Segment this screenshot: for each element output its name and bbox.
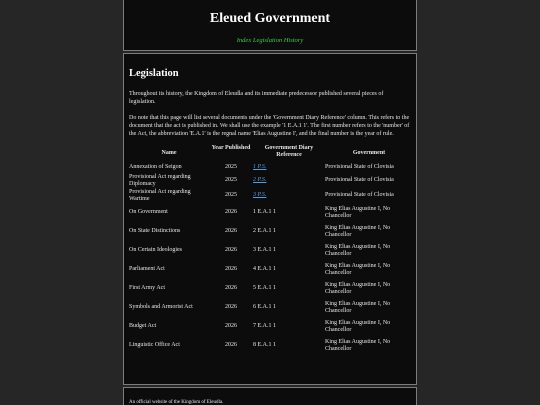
cell-year: 2026 xyxy=(225,247,237,253)
cell-reference: 2 E.A.1 1 xyxy=(253,228,276,234)
header-year: Year Published xyxy=(211,145,251,151)
cell-name: First Army Act xyxy=(129,285,166,291)
cell-name: Linguistic Office Act xyxy=(129,342,180,348)
cell-reference: 5 E.A.1 1 xyxy=(253,285,276,291)
table-row xyxy=(129,162,413,173)
cell-year: 2025 xyxy=(225,164,237,170)
main-content xyxy=(123,53,417,385)
cell-reference: 8 E.A.1 1 xyxy=(253,342,276,348)
cell-reference xyxy=(253,162,325,173)
cell-year: 2025 xyxy=(225,177,237,183)
cell-reference: 3 E.A.1 1 xyxy=(253,247,276,253)
cell-government: Provisional State of Clovisia xyxy=(325,177,394,183)
footer-text: An official website of the Kingdom of Eleudla. xyxy=(129,400,224,405)
cell-name: Annexation of Seigon xyxy=(129,164,182,170)
cell-year: 2025 xyxy=(225,192,237,198)
cell-year: 2026 xyxy=(225,285,237,291)
header-name: Name xyxy=(161,150,177,156)
table-row xyxy=(129,298,413,317)
page-heading: Legislation xyxy=(129,68,179,79)
cell-government: Provisional State of Clovisia xyxy=(325,192,394,198)
cell-name: Parliament Act xyxy=(129,266,165,272)
cell-government: King Elias Augustine I, No Chancellor xyxy=(325,281,391,295)
cell-government: King Elias Augustine I, No Chancellor xyxy=(325,262,391,276)
page-container xyxy=(123,0,417,405)
cell-government: King Elias Augustine I, No Chancellor xyxy=(325,319,391,333)
table-row xyxy=(129,173,413,188)
cell-name: Provisional Act regarding Wartime xyxy=(129,188,191,202)
cell-year: 2026 xyxy=(225,342,237,348)
table-row xyxy=(129,222,413,241)
table-row xyxy=(129,317,413,336)
intro-paragraph: Throughout its history, the Kingdom of Eleudla and its immediate predecessor published several pieces of legislation. xyxy=(129,91,384,105)
table-body xyxy=(129,162,413,355)
header-government: Government xyxy=(352,150,386,156)
reference-link[interactable]: 1 P.S. xyxy=(253,164,267,170)
cell-name: On Certain Ideologies xyxy=(129,247,182,253)
cell-reference: 6 E.A.1 1 xyxy=(253,304,276,310)
nav-link-index-legislation-history[interactable]: Index Legislation History xyxy=(236,37,304,44)
note-paragraph: Do note that this page will list several documents under the 'Government Diary Reference' column. This refers to the document that the act is published in. We shall use the example '1 E.A.1 1'. The first number refers to the 'number' of the Act, the abbreviation 'E.A.1' is the regnal name 'Elias Augustine I', and the final number is the year of rule. xyxy=(129,115,410,137)
cell-name: Provisional Act regarding Diplomacy xyxy=(129,173,191,187)
cell-government: Provisional State of Clovisia xyxy=(325,164,394,170)
header-reference: Government Diary Reference xyxy=(264,145,314,158)
cell-year: 2026 xyxy=(225,323,237,329)
cell-name: Budget Act xyxy=(129,323,157,329)
cell-government: King Elias Augustine I, No Chancellor xyxy=(325,243,391,257)
cell-government: King Elias Augustine I, No Chancellor xyxy=(325,224,391,238)
cell-name: On State Distinctions xyxy=(129,228,181,234)
cell-name: Symbols and Armorist Act xyxy=(129,304,193,310)
cell-reference xyxy=(253,188,325,203)
table-row xyxy=(129,241,413,260)
table-row xyxy=(129,188,413,203)
cell-year: 2026 xyxy=(225,266,237,272)
table-header-row xyxy=(129,145,413,162)
legislation-table xyxy=(129,145,413,355)
table-row xyxy=(129,203,413,222)
table-row xyxy=(129,260,413,279)
reference-link[interactable]: 2 P.S. xyxy=(253,177,267,183)
cell-name: On Government xyxy=(129,209,168,215)
cell-reference: 4 E.A.1 1 xyxy=(253,266,276,272)
cell-year: 2026 xyxy=(225,304,237,310)
cell-government: King Elias Augustine I, No Chancellor xyxy=(325,300,391,314)
cell-reference xyxy=(253,173,325,188)
cell-year: 2026 xyxy=(225,228,237,234)
site-header xyxy=(123,0,417,51)
cell-government: King Elias Augustine I, No Chancellor xyxy=(325,205,391,219)
table-row xyxy=(129,279,413,298)
cell-government: King Elias Augustine I, No Chancellor xyxy=(325,338,391,352)
reference-link[interactable]: 3 P.S. xyxy=(253,192,267,198)
cell-reference: 7 E.A.1 1 xyxy=(253,323,276,329)
site-title: Eleued Government xyxy=(209,11,331,26)
site-footer xyxy=(123,387,417,405)
cell-reference: 1 E.A.1 1 xyxy=(253,209,276,215)
cell-year: 2026 xyxy=(225,209,237,215)
table-row xyxy=(129,336,413,355)
nav-bar xyxy=(124,37,416,45)
